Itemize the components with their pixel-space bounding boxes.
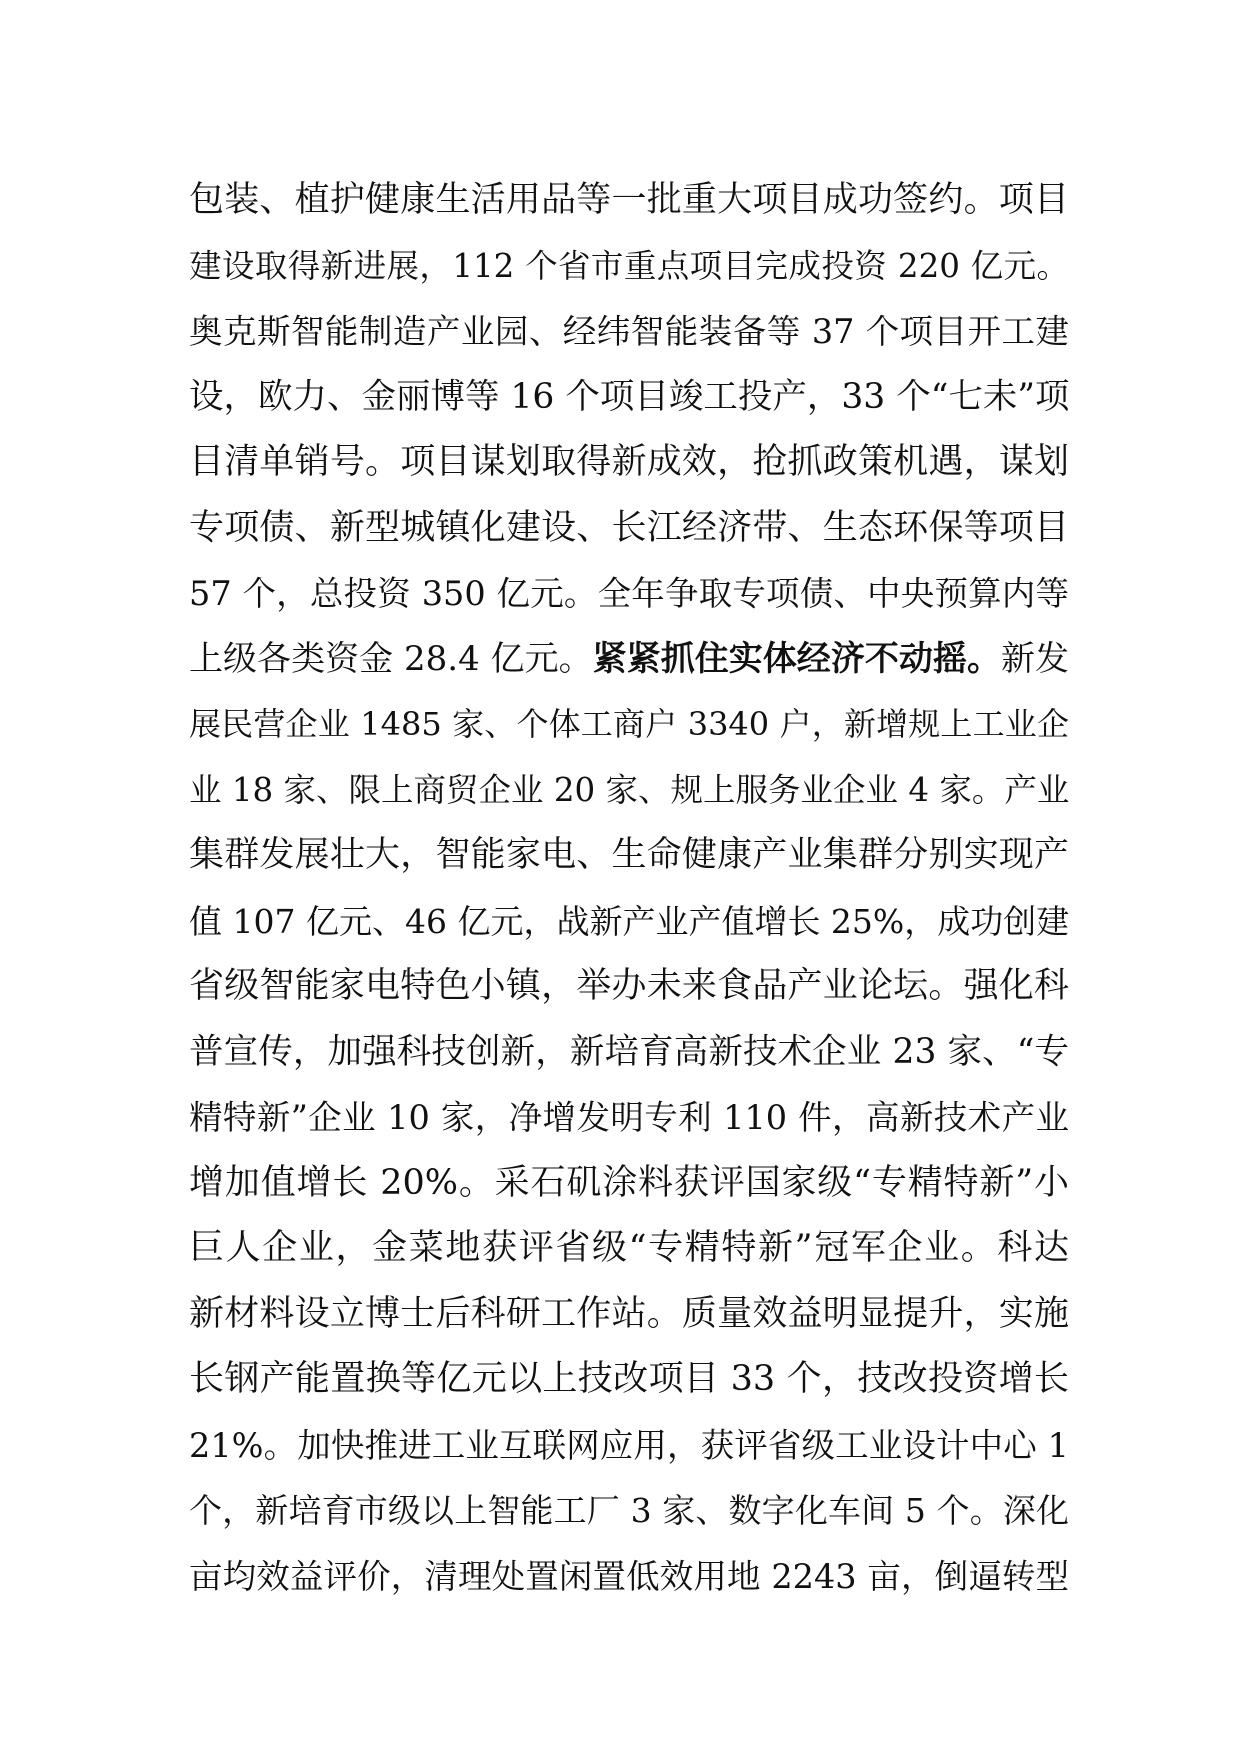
text-line [189, 1020, 1069, 1086]
text-line [189, 1413, 1069, 1479]
emphasized-heading-text: 紧紧抓住实体经济不动摇。 [592, 638, 1001, 679]
text-line [189, 1282, 1069, 1348]
text-line [189, 299, 1069, 365]
text-segment: 21%。加快推进工业互联网应用，获评省级工业设计中心 1 [189, 1425, 1069, 1465]
text-line [189, 365, 1069, 431]
text-segment: 奥克斯智能制造产业园、经纬智能装备等 37 个项目开工建 [189, 312, 1069, 351]
text-segment: 包装、植护健康生活用品等一批重大项目成功签约。项目 [189, 180, 1069, 220]
text-segment: 专项债、新型城镇化建设、长江经济带、生态环保等项目 [189, 507, 1069, 548]
text-segment: 上级各类资金 28.4 亿元。 [189, 638, 593, 679]
text-line [189, 1216, 1069, 1282]
text-line [189, 627, 1069, 693]
text-line [189, 430, 1069, 496]
text-segment: 新发 [1000, 638, 1070, 679]
text-segment: 新材料设立博士后科研工作站。质量效益明显提升，实施 [189, 1293, 1069, 1334]
text-segment: 省级智能家电特色小镇，举办未来食品产业论坛。强化科 [189, 966, 1069, 1006]
text-line [189, 889, 1069, 955]
text-line [189, 758, 1069, 824]
text-line [189, 1478, 1069, 1544]
text-segment: 展民营企业 1485 家、个体工商户 3340 户，新增规上工业企 [189, 705, 1069, 743]
text-line [189, 168, 1069, 234]
text-segment: 57 个，总投资 350 亿元。全年争取专项债、中央预算内等 [189, 574, 1069, 613]
text-segment: 增加值增长 20%。采石矶涂料获评国家级“专精特新”小 [189, 1162, 1069, 1203]
text-segment: 长钢产能置换等亿元以上技改项目 33 个，技改投资增长 [189, 1359, 1069, 1399]
text-segment: 个，新培育市级以上智能工厂 3 家、数字化车间 5 个。深化 [189, 1491, 1069, 1530]
text-line [189, 1347, 1069, 1413]
body-paragraph [189, 168, 1069, 1609]
text-line [189, 692, 1069, 758]
text-line [189, 1085, 1069, 1151]
text-segment: 值 107 亿元、46 亿元，战新产业产值增长 25%，成功创建 [189, 901, 1070, 941]
text-segment: 集群发展壮大，智能家电、生命健康产业集群分别实现产 [189, 835, 1069, 875]
text-segment: 设，欧力、金丽博等 16 个项目竣工投产，33 个“七未”项 [189, 376, 1070, 417]
text-line [189, 561, 1069, 627]
text-line [189, 1151, 1069, 1217]
text-line [189, 954, 1069, 1020]
text-segment: 普宣传，加强科技创新，新培育高新技术企业 23 家、“专 [189, 1031, 1069, 1072]
text-segment: 巨人企业，金菜地获评省级“专精特新”冠军企业。科达 [189, 1228, 1069, 1268]
text-segment: 精特新”企业 10 家，净增发明专利 110 件，高新技术产业 [189, 1098, 1069, 1137]
text-segment: 建设取得新进展，112 个省市重点项目完成投资 220 亿元。 [189, 246, 1069, 285]
text-line [189, 234, 1069, 300]
text-line [189, 823, 1069, 889]
text-segment: 亩均效益评价，清理处置闲置低效用地 2243 亩，倒逼转型 [189, 1556, 1069, 1596]
text-segment: 业 18 家、限上商贸企业 20 家、规上服务业企业 4 家。产业 [189, 770, 1070, 809]
text-line [189, 1544, 1069, 1610]
text-segment: 目清单销号。项目谋划取得新成效，抢抓政策机遇，谋划 [189, 442, 1069, 482]
text-line [189, 496, 1069, 562]
